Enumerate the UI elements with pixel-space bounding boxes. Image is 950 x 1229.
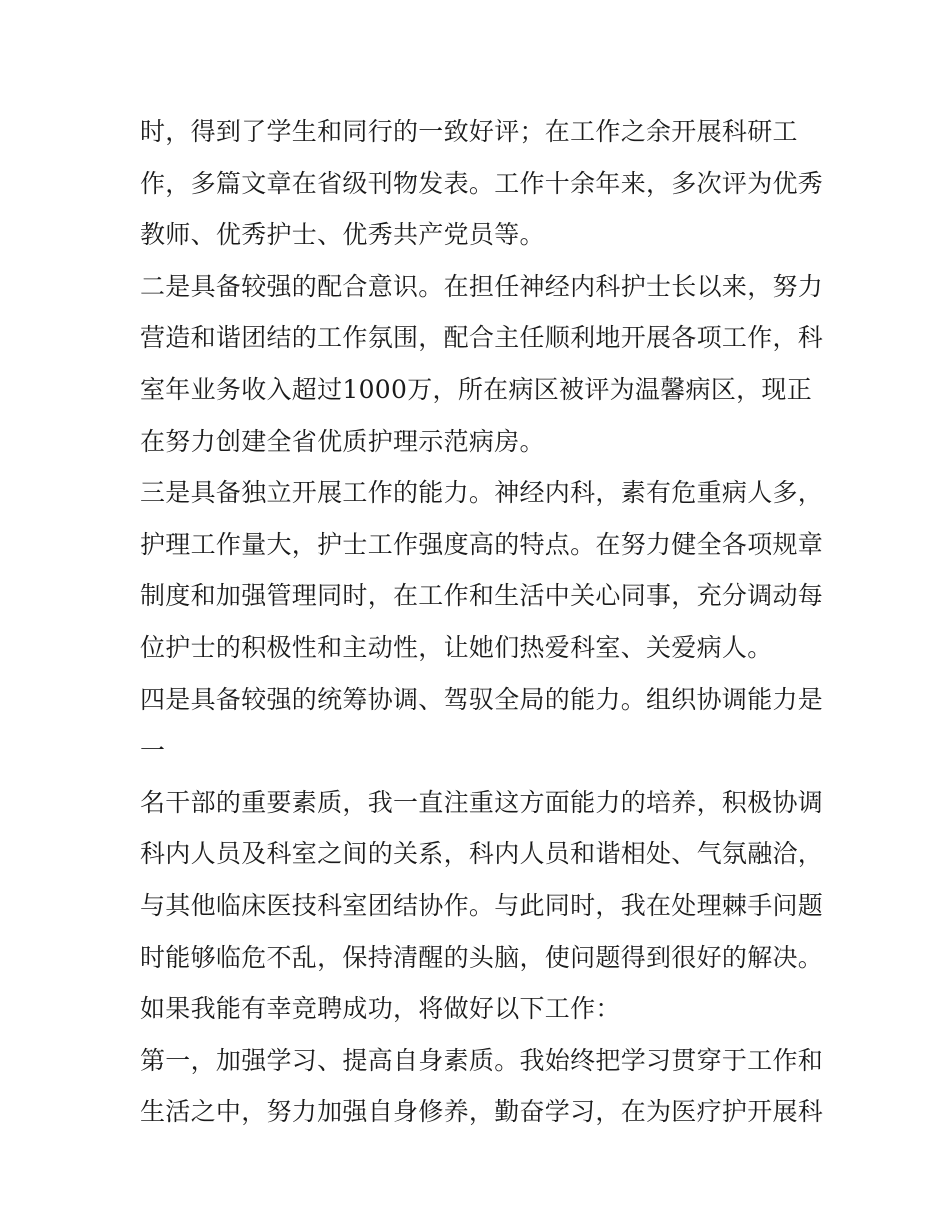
text-line: 名干部的重要素质，我一直注重这方面能力的培养，积极协调 bbox=[140, 787, 824, 817]
text-line: 护理工作量大，护士工作强度高的特点。在努力健全各项规章 bbox=[140, 529, 824, 559]
text-line: 位护士的积极性和主动性，让她们热爱科室、关爱病人。 bbox=[140, 632, 773, 662]
text-line: 四是具备较强的统筹协调、驾驭全局的能力。组织协调能力是 bbox=[140, 684, 824, 714]
text-line: 生活之中，努力加强自身修养，勤奋学习，在为医疗护开展科 bbox=[140, 1097, 824, 1127]
text-line: 作，多篇文章在省级刊物发表。工作十余年来，多次评为优秀 bbox=[140, 168, 824, 198]
text-line: 第一，加强学习、提高自身素质。我始终把学习贯穿于工作和 bbox=[140, 1045, 824, 1075]
text-line: 与其他临床医技科室团结协作。与此同时，我在处理棘手问题 bbox=[140, 890, 824, 920]
text-line: 在努力创建全省优质护理示范病房。 bbox=[140, 426, 545, 456]
text-line: 教师、优秀护士、优秀共产党员等。 bbox=[140, 220, 545, 250]
text-line: 三是具备独立开展工作的能力。神经内科，素有危重病人多， bbox=[140, 478, 824, 508]
text-line: 时能够临危不乱，保持清醒的头脑，使问题得到很好的解决。 bbox=[140, 942, 824, 972]
document-body bbox=[140, 106, 824, 1138]
text-line: 如果我能有幸竞聘成功，将做好以下工作： bbox=[140, 994, 621, 1024]
text-line: 科内人员及科室之间的关系，科内人员和谐相处、气氛融洽， bbox=[140, 839, 824, 869]
text-line: 制度和加强管理同时，在工作和生活中关心同事，充分调动每 bbox=[140, 581, 824, 611]
text-line: 一 bbox=[140, 736, 166, 766]
text-line: 室年业务收入超过1000万，所在病区被评为温馨病区，现正 bbox=[140, 374, 813, 404]
text-line: 时，得到了学生和同行的一致好评；在工作之余开展科研工 bbox=[140, 117, 798, 146]
text-line: 营造和谐团结的工作氛围，配合主任顺利地开展各项工作，科 bbox=[140, 323, 824, 353]
text-line: 二是具备较强的配合意识。在担任神经内科护士长以来，努力 bbox=[140, 271, 824, 301]
